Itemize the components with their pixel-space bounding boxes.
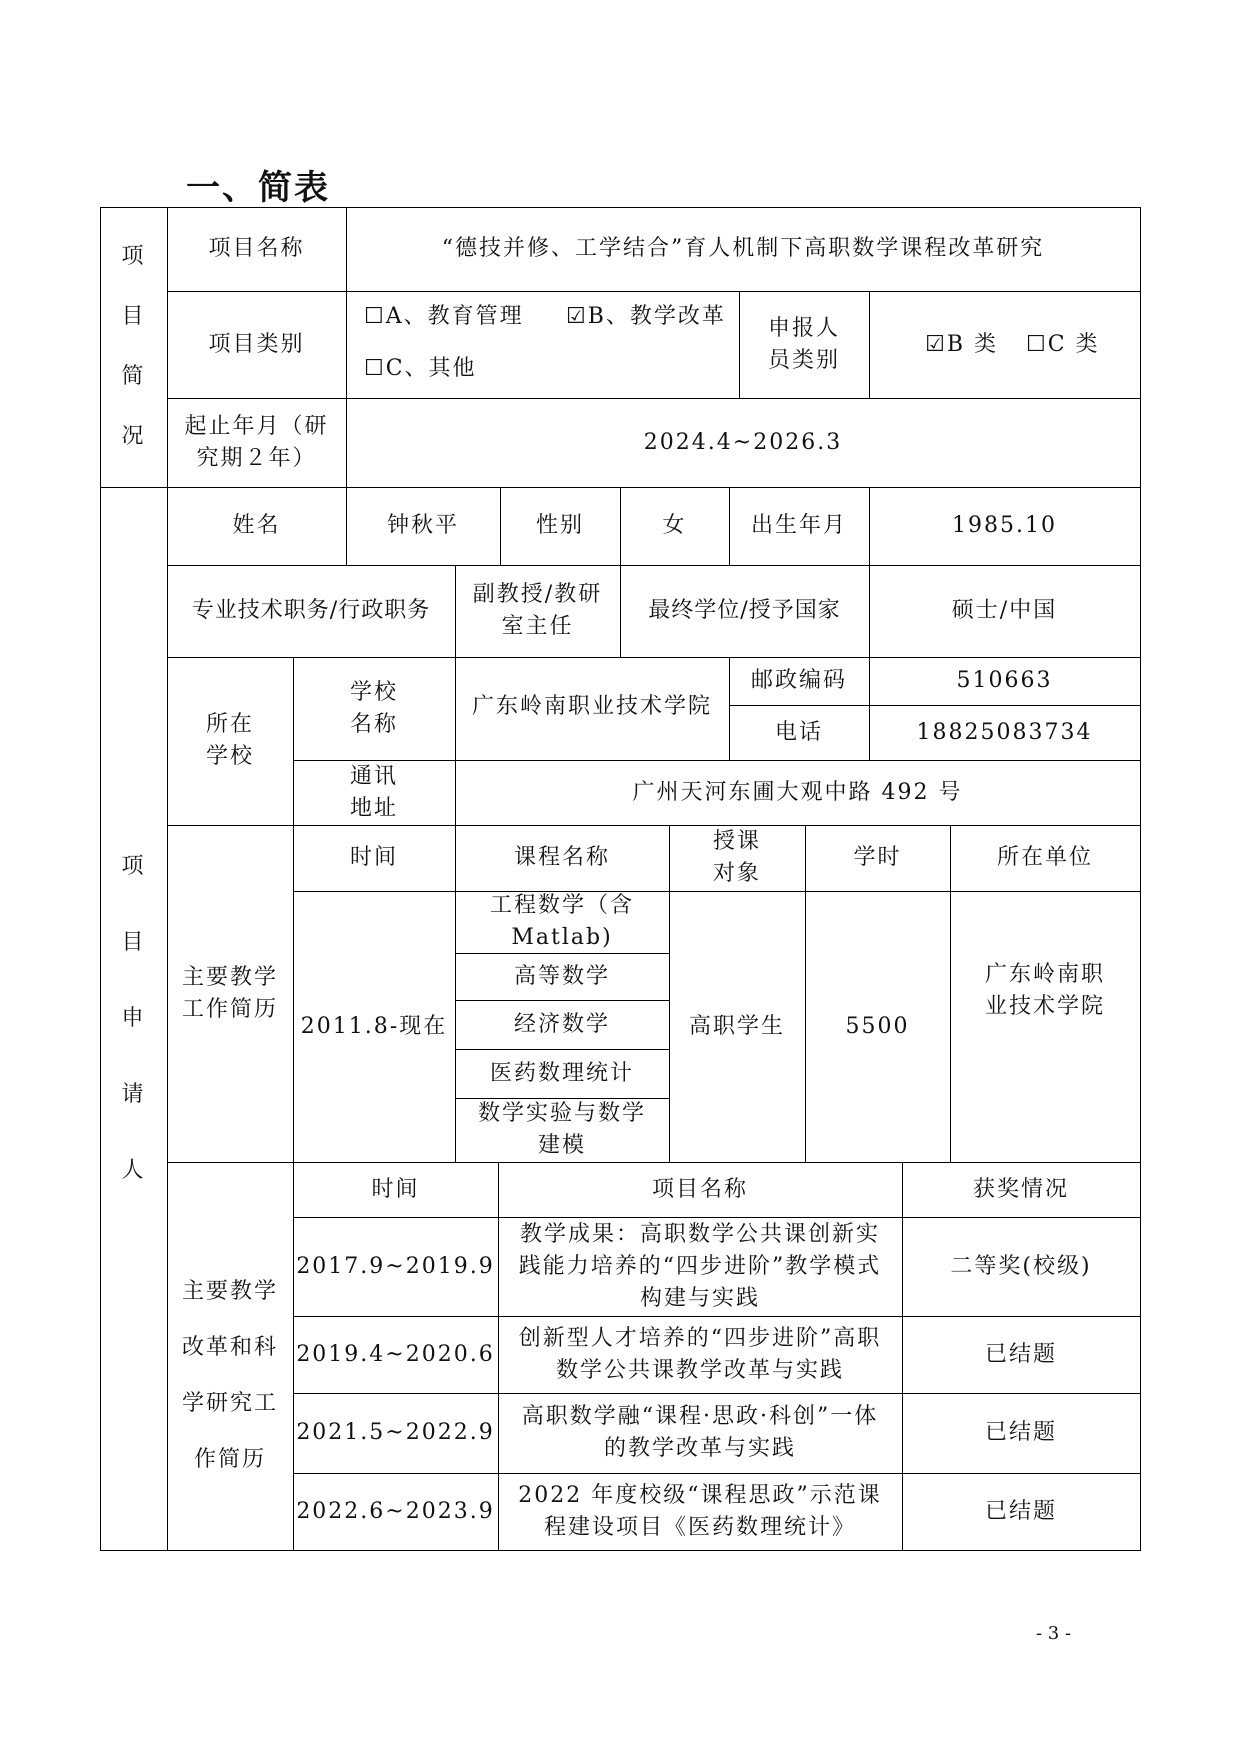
teaching-header-audience: 授课对象 <box>712 829 761 886</box>
page-number: - 3 - <box>1036 1623 1072 1644</box>
name-label: 姓名 <box>232 513 281 538</box>
postcode-label: 邮政编码 <box>750 668 847 693</box>
degree-value: 硕士/中国 <box>951 598 1058 623</box>
overview-group-label <box>100 207 167 487</box>
teaching-section-label: 主要教学工作简历 <box>181 964 278 1022</box>
teaching-audience: 高职学生 <box>688 1013 785 1039</box>
course-item: 工程数学（含Matlab) <box>489 893 634 950</box>
title-label: 专业技术职务/行政职务 <box>191 598 431 623</box>
teaching-header-unit: 所在单位 <box>996 845 1093 870</box>
gender-label: 性别 <box>535 513 584 538</box>
teaching-header-course: 课程名称 <box>513 845 610 870</box>
research-row-award: 已结题 <box>984 1420 1057 1445</box>
name-value: 钟秋平 <box>386 513 459 538</box>
teaching-header-time: 时间 <box>349 845 398 870</box>
category-b-checkbox[interactable]: ☑B、教学改革 <box>566 304 726 329</box>
school-name-label: 学校名称 <box>349 679 398 737</box>
period-label: 起止年月（研究期２年） <box>184 413 329 471</box>
research-row-award: 已结题 <box>984 1341 1057 1367</box>
research-row-award: 已结题 <box>984 1498 1057 1524</box>
overview-group-char: 目 <box>121 304 146 329</box>
birth-label: 出生年月 <box>750 513 847 538</box>
address-value: 广州天河东圃大观中路 492 号 <box>632 779 963 805</box>
project-category-label: 项目类别 <box>208 331 305 357</box>
applicant-b-checkbox[interactable]: ☑B 类 <box>925 331 998 357</box>
overview-group-char: 简 <box>121 364 146 389</box>
postcode-value: 510663 <box>956 668 1053 693</box>
applicant-group-char: 申 <box>121 1005 146 1031</box>
phone-value: 18825083734 <box>916 719 1093 745</box>
applicant-group-label <box>100 487 167 1550</box>
research-header-name: 项目名称 <box>651 1176 748 1202</box>
applicant-type-label: 申报人员类别 <box>767 315 840 373</box>
birth-value: 1985.10 <box>952 513 1057 538</box>
research-row-time: 2021.5~2022.9 <box>296 1420 495 1445</box>
research-row-name: 高职数学融“课程·思政·科创”一体的教学改革与实践 <box>521 1404 879 1461</box>
degree-label: 最终学位/授予国家 <box>648 598 841 623</box>
applicant-group-char: 请 <box>121 1081 146 1107</box>
course-item: 经济数学 <box>513 1011 610 1037</box>
teaching-time: 2011.8-现在 <box>300 1013 448 1039</box>
research-row-name: 教学成果：高职数学公共课创新实践能力培养的“四步进阶”教学模式构建与实践 <box>518 1221 882 1311</box>
research-row-award: 二等奖(校级) <box>950 1253 1092 1279</box>
research-row-time: 2022.6~2023.9 <box>296 1498 495 1524</box>
period-value: 2024.4~2026.3 <box>643 429 843 455</box>
course-item: 数学实验与数学建模 <box>477 1101 646 1158</box>
section-heading: 一、简表 <box>186 168 330 208</box>
applicant-group-char: 人 <box>121 1157 146 1183</box>
research-section-label: 主要教学改革和科学研究工作简历 <box>181 1279 278 1472</box>
course-item: 高等数学 <box>513 963 610 989</box>
address-label: 通讯地址 <box>349 763 398 821</box>
overview-group-char: 况 <box>121 424 146 449</box>
applicant-group-char: 目 <box>121 929 146 955</box>
school-label: 所在学校 <box>205 712 254 769</box>
course-item: 医药数理统计 <box>489 1060 634 1086</box>
research-header-award: 获奖情况 <box>972 1176 1069 1202</box>
research-row-name: 创新型人才培养的“四步进阶”高职数学公共课教学改革与实践 <box>518 1325 882 1383</box>
gender-value: 女 <box>662 513 687 538</box>
project-name-label: 项目名称 <box>208 236 305 261</box>
research-row-name: 2022 年度校级“课程思政”示范课程建设项目《医药数理统计》 <box>518 1482 882 1540</box>
research-row-time: 2019.4~2020.6 <box>296 1341 495 1367</box>
research-row-time: 2017.9~2019.9 <box>296 1253 495 1279</box>
category-a-checkbox[interactable]: ☐A、教育管理 <box>364 304 524 329</box>
school-name-value: 广东岭南职业技术学院 <box>471 694 712 719</box>
teaching-hours: 5500 <box>845 1013 910 1039</box>
applicant-group-char: 项 <box>121 853 146 879</box>
teaching-unit: 广东岭南职业技术学院 <box>984 962 1105 1019</box>
teaching-header-hours: 学时 <box>853 845 902 870</box>
title-value: 副教授/教研室主任 <box>472 582 603 639</box>
phone-label: 电话 <box>774 719 823 745</box>
applicant-c-checkbox[interactable]: ☐C 类 <box>1026 331 1100 357</box>
overview-group-char: 项 <box>121 244 146 269</box>
research-header-time: 时间 <box>371 1176 420 1202</box>
category-c-checkbox[interactable]: ☐C、其他 <box>364 356 477 381</box>
project-name-value: “德技并修、工学结合”育人机制下高职数学课程改革研究 <box>441 236 1045 261</box>
